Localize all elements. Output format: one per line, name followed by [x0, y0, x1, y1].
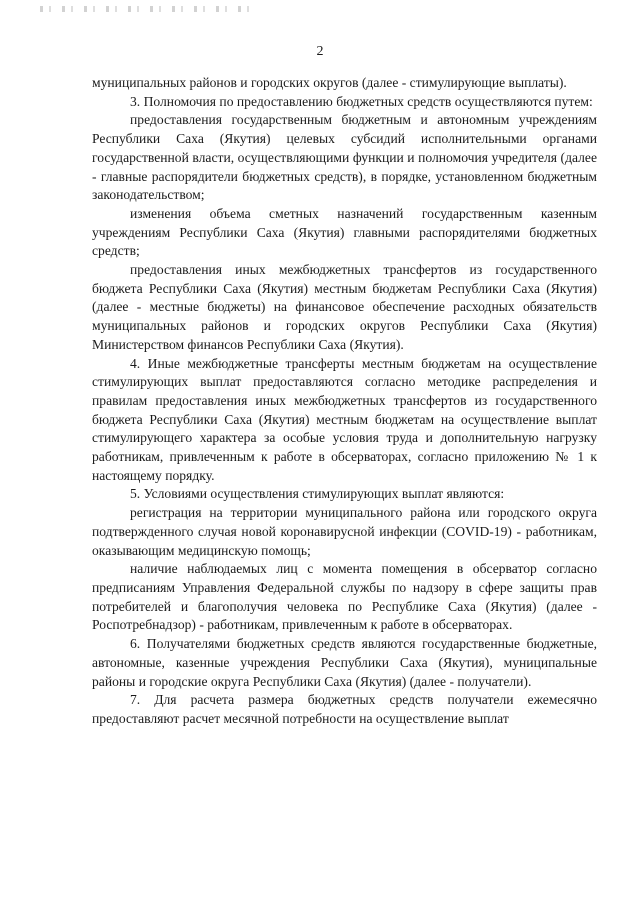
paragraph-item-3-transfers: предоставления иных межбюджетных трансфертов из государственного бюджета Республики Саха (Якутия) местным бюджетам Республики Саха (Якутия) (далее - местные бюджеты) на финансовое обеспечение расходных обязательств муниципальных районов и городских округов Республики Саха (Якутия) Министерством финансов Республики Саха (Якутия).: [92, 262, 597, 352]
paragraph-continuation: муниципальных районов и городских округов (далее - стимулирующие выплаты).: [92, 75, 567, 90]
paragraph-item-4: 4. Иные межбюджетные трансферты местным бюджетам на осуществление стимулирующих выплат предоставляются согласно методике распределения и правилам предоставления иных межбюджетных трансфертов из государственного бюджета Республики Саха (Якутия) местным бюджетам на осуществление выплат стимулирующего характера за особые условия труда и дополнительную нагрузку работникам, привлеченным к работе в обсерваторах, согласно приложению № 1 к настоящему порядку.: [92, 355, 597, 483]
page-number: 2: [316, 44, 324, 59]
paragraph-item-7: 7. Для расчета размера бюджетных средств получатели ежемесячно предоставляют расчет месячной потребности на осуществление выплат: [92, 692, 597, 726]
paragraph-item-5-observers: наличие наблюдаемых лиц с момента помещения в обсерватор согласно предписаниям Управления Федеральной службы по надзору в сфере защиты прав потребителей и благополучия человека по Республике Саха (Якутия) (далее - Роспотребнадзор) - работникам, привлеченным к работе в обсерваторах.: [92, 561, 597, 633]
document-body: [92, 74, 597, 729]
paragraph-item-3: 3. Полномочия по предоставлению бюджетных средств осуществляются путем:: [130, 93, 593, 109]
paragraph-item-3-subsidies: предоставления государственным бюджетным и автономным учреждениям Республики Саха (Якутия) целевых субсидий исполнительными органами государственной власти, осуществляющими функции и полномочия учредителя (далее - главные распорядители бюджетных средств), в порядке, установленном бюджетным законодательством;: [92, 112, 597, 203]
paragraph-item-5-registration: регистрация на территории муниципального района или городского округа подтвержденного случая новой коронавирусной инфекции (COVID-19) - работникам, оказывающим медицинскую помощь;: [92, 505, 597, 558]
scan-header-mark: [40, 6, 250, 12]
paragraph-item-3-estimates: изменения объема сметных назначений государственным казенным учреждениям Республики Саха (Якутия) главными распорядителями бюджетных средств;: [92, 205, 597, 259]
paragraph-item-6: 6. Получателями бюджетных средств являются государственные бюджетные, автономные, казенные учреждения Республики Саха (Якутия), муниципальные районы и городские округа Республики Саха (Якутия) (далее - получатели).: [92, 636, 597, 689]
paragraph-item-5: 5. Условиями осуществления стимулирующих выплат являются:: [130, 486, 505, 502]
